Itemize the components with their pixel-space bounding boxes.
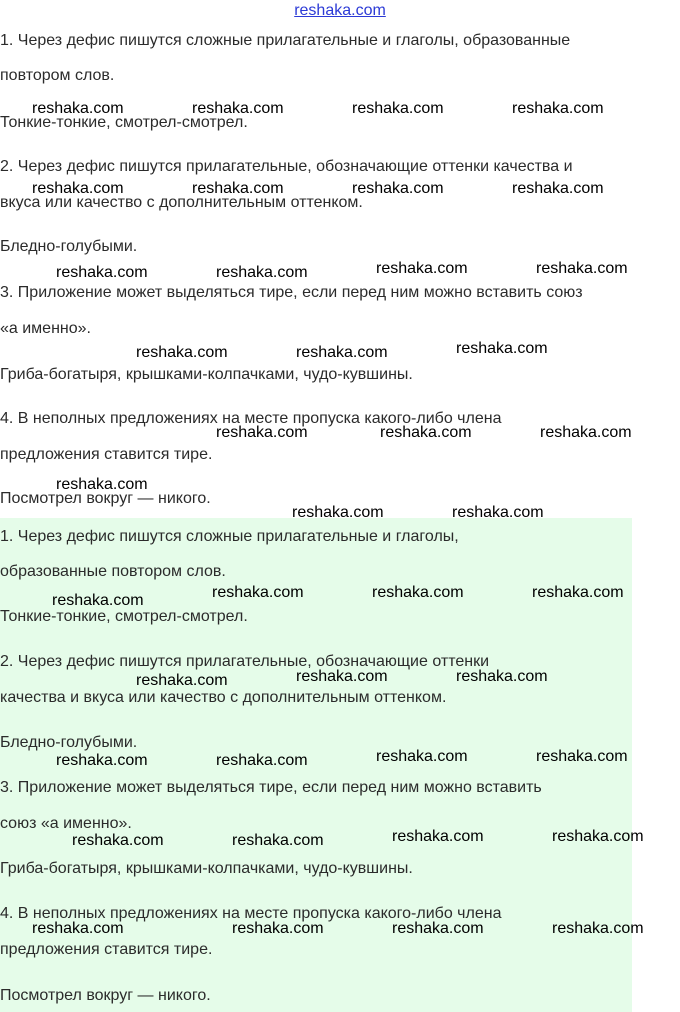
watermark: reshaka.com (452, 504, 544, 521)
watermark: reshaka.com (456, 340, 548, 357)
hl-rule-1-line-2: образованные повтором слов. (0, 563, 226, 580)
hl-rule-2-line-2: качества и вкуса или качество с дополнительным оттенком. (0, 689, 447, 706)
watermark: reshaka.com (216, 264, 308, 281)
rule-4-line-2: предложения ставится тире. (0, 446, 213, 463)
watermark: reshaka.com (72, 832, 164, 849)
rule-2-line-1: 2. Через дефис пишутся прилагательные, обозначающие оттенки качества и (0, 158, 573, 175)
watermark: reshaka.com (192, 100, 284, 117)
watermark: reshaka.com (56, 264, 148, 281)
watermark: reshaka.com (512, 100, 604, 117)
watermark: reshaka.com (136, 344, 228, 361)
watermark: reshaka.com (296, 668, 388, 685)
watermark: reshaka.com (376, 260, 468, 277)
watermark: reshaka.com (352, 100, 444, 117)
hl-rule-4-line-1: 4. В неполных предложениях на месте пропуска какого-либо члена (0, 905, 502, 922)
watermark: reshaka.com (32, 920, 124, 937)
rule-1-line-2: повтором слов. (0, 67, 115, 84)
rule-2-line-2: вкуса или качество с дополнительным оттенком. (0, 194, 363, 211)
watermark: reshaka.com (392, 920, 484, 937)
hl-rule-1-line-1: 1. Через дефис пишутся сложные прилагательные и глаголы, (0, 528, 459, 545)
example-1: Тонкие-тонкие, смотрел-смотрел. (0, 114, 248, 131)
watermark: reshaka.com (512, 180, 604, 197)
rule-3-line-1: 3. Приложение может выделяться тире, если перед ним можно вставить союз (0, 284, 583, 301)
hl-rule-4-line-2: предложения ставится тире. (0, 941, 213, 958)
watermark: reshaka.com (536, 748, 628, 765)
watermark: reshaka.com (352, 180, 444, 197)
watermark: reshaka.com (52, 592, 144, 609)
example-3: Гриба-богатыря, крышками-колпачками, чудо-кувшины. (0, 366, 413, 383)
watermark: reshaka.com (540, 424, 632, 441)
site-link[interactable]: reshaka.com (294, 2, 386, 19)
watermark: reshaka.com (552, 920, 644, 937)
watermark: reshaka.com (56, 752, 148, 769)
watermark: reshaka.com (136, 672, 228, 689)
watermark: reshaka.com (456, 668, 548, 685)
watermark: reshaka.com (392, 828, 484, 845)
watermark: reshaka.com (56, 476, 148, 493)
hl-rule-3-line-1: 3. Приложение может выделяться тире, если перед ним можно вставить (0, 779, 542, 796)
watermark: reshaka.com (292, 504, 384, 521)
watermark: reshaka.com (216, 424, 308, 441)
watermark: reshaka.com (372, 584, 464, 601)
watermark: reshaka.com (232, 920, 324, 937)
watermark: reshaka.com (376, 748, 468, 765)
watermark: reshaka.com (380, 424, 472, 441)
hl-example-4: Посмотрел вокруг — никого. (0, 987, 211, 1004)
watermark: reshaka.com (32, 180, 124, 197)
hl-example-1: Тонкие-тонкие, смотрел-смотрел. (0, 608, 248, 625)
hl-example-2: Бледно-голубыми. (0, 734, 138, 751)
rule-3-line-2: «а именно». (0, 320, 91, 337)
watermark: reshaka.com (532, 584, 624, 601)
example-2: Бледно-голубыми. (0, 238, 138, 255)
watermark: reshaka.com (232, 832, 324, 849)
watermark: reshaka.com (192, 180, 284, 197)
watermark: reshaka.com (216, 752, 308, 769)
watermark: reshaka.com (296, 344, 388, 361)
example-4: Посмотрел вокруг — никого. (0, 490, 211, 507)
rule-1-line-1: 1. Через дефис пишутся сложные прилагательные и глаголы, образованные (0, 32, 571, 49)
watermark: reshaka.com (32, 100, 124, 117)
hl-example-3: Гриба-богатыря, крышками-колпачками, чудо-кувшины. (0, 860, 413, 877)
hl-rule-2-line-1: 2. Через дефис пишутся прилагательные, обозначающие оттенки (0, 653, 490, 670)
watermark: reshaka.com (552, 828, 644, 845)
hl-rule-3-line-2: союз «а именно». (0, 815, 132, 832)
watermark: reshaka.com (536, 260, 628, 277)
watermark: reshaka.com (212, 584, 304, 601)
rule-4-line-1: 4. В неполных предложениях на месте пропуска какого-либо члена (0, 410, 502, 427)
